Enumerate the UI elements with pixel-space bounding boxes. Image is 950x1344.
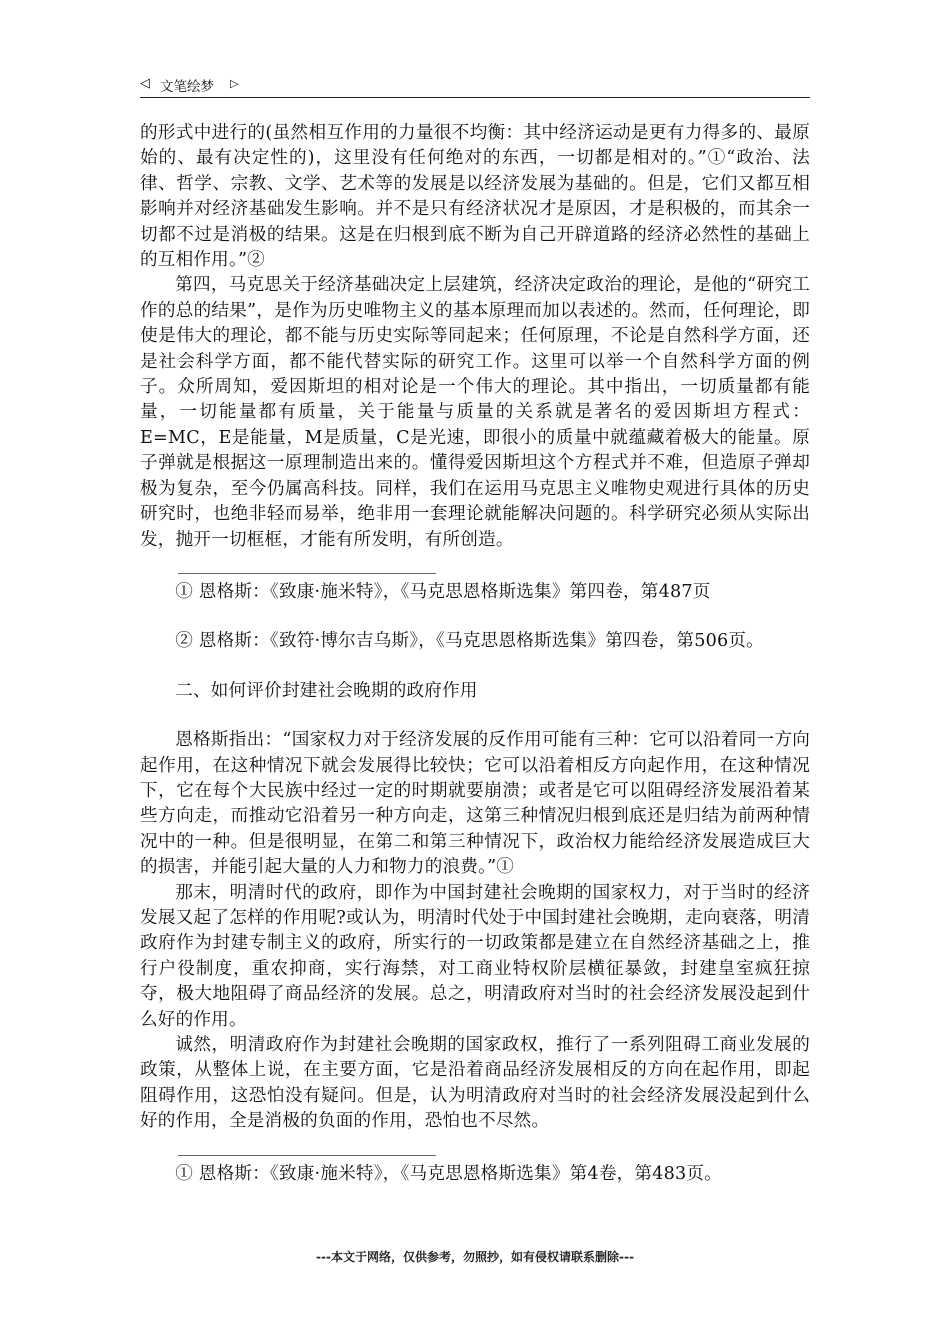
- paragraph: 的形式中进行的(虽然相互作用的力量很不均衡：其中经济运动是更有力得多的、最原始的、最有决定性的)，这里没有任何绝对的东西，一切都是相对的。”①“政治、法律、哲学、宗教、文学、艺术等的发展是以经济发展为基础的。但是，它们又都互相影响并对经济基础发生影响。并不是只有经济状况才是原因，才是积极的，而其余一切都不过是消极的结果。这是在归根到底不断为自己开辟道路的经济必然性的基础上的互相作用。”②: [140, 123, 810, 271]
- page-footer: ---本文于网络，仅供参考，勿照抄，如有侵权请联系删除---: [316, 1250, 634, 1264]
- section-heading: 二、如何评价封建社会晚期的政府作用: [175, 680, 478, 701]
- footnote: ① 恩格斯：《致康·施米特》，《马克思恩格斯选集》第4卷，第483页。: [175, 1163, 722, 1184]
- paragraph: 第四，马克思关于经济基础决定上层建筑，经济决定政治的理论，是他的“研究工作的总的结果”，是作为历史唯物主义的基本原理而加以表述的。然而，任何理论，即使是伟大的理论，都不能与历史实际等同起来；任何原理，不论是自然科学方面，还是社会科学方面，都不能代替实际的研究工作。这里可以举一个自然科学方面的例子。众所周知，爱因斯坦的相对论是一个伟大的理论。其中指出，一切质量都有能量，一切能量都有质量，关于能量与质量的关系就是著名的爱因斯坦方程式：E=MC，E是能量，M是质量，C是光速，即很小的质量中就蕴藏着极大的能量。原子弹就是根据这一原理制造出来的。懂得爱因斯坦这个方程式并不难，但造原子弹却极为复杂，至今仍属高科技。同样，我们在运用马克思主义唯物史观进行具体的历史研究时，也绝非轻而易举，绝非用一套理论就能解决问题的。科学研究必须从实际出发，抛开一切框框，才能有所发明，有所创造。: [140, 275, 810, 550]
- paragraph: 诚然，明清政府作为封建社会晚期的国家政权，推行了一系列阻碍工商业发展的政策，从整体上说，在主要方面，它是沿着商品经济发展相反的方向在起作用，即起阻碍作用，这恐怕没有疑问。但是，认为明清政府对当时的社会经济发展没起到什么好的作用，全是消极的负面的作用，恐怕也不尽然。: [140, 1035, 810, 1132]
- header-brand: 文笔绘梦: [160, 79, 214, 95]
- document-body: [140, 121, 810, 1187]
- paragraph: 那末，明清时代的政府，即作为中国封建社会晚期的国家权力，对于当时的经济发展又起了怎样的作用呢?或认为，明清时代处于中国封建社会晚期，走向衰落，明清政府作为封建专制主义的政府，所实行的一切政策都是建立在自然经济基础之上，推行户役制度，重农抑商，实行海禁，对工商业特权阶层横征暴敛，封建皇室疯狂掠夺，极大地阻碍了商品经济的发展。总之，明清政府对当时的社会经济发展没起到什么好的作用。: [140, 882, 810, 1030]
- footnote: ① 恩格斯：《致康·施米特》，《马克思恩格斯选集》第四卷，第487页: [175, 581, 711, 602]
- page-header: [140, 74, 810, 96]
- left-triangle-icon: ◁: [140, 76, 150, 91]
- paragraph: 恩格斯指出：“国家权力对于经济发展的反作用可能有三种：它可以沿着同一方向起作用，在这种情况下就会发展得比较快；它可以沿着相反方向起作用，在这种情况下，它在每个大民族中经过一定的时期就要崩溃；或者是它可以阻碍经济发展沿着某些方向走，而推动它沿着另一种方向走，这第三种情况归根到底还是归结为前两种情况中的一种。但是很明显，在第二和第三种情况下，政治权力能给经济发展造成巨大的损害，并能引起大量的人力和物力的浪费。”①: [140, 730, 810, 878]
- footnote: ② 恩格斯：《致符·博尔吉乌斯》，《马克思恩格斯选集》第四卷，第506页。: [175, 631, 764, 652]
- header-divider: [140, 97, 810, 98]
- right-triangle-icon: ▷: [230, 77, 239, 90]
